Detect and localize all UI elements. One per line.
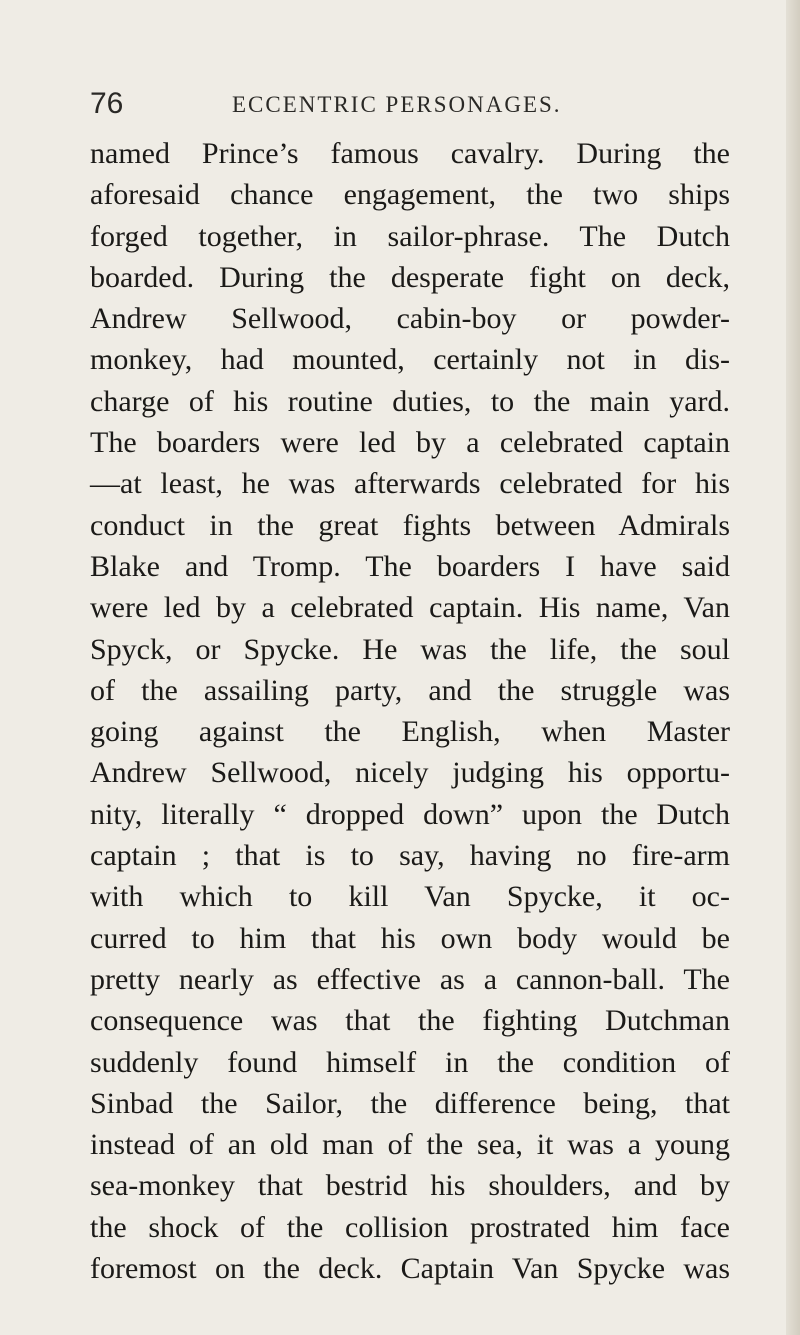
- text-line: aforesaid chance engagement, the two ships: [90, 178, 730, 212]
- text-line: curred to him that his own body would be: [90, 921, 730, 955]
- text-line: The boarders were led by a celebrated captain: [90, 426, 730, 460]
- page-edge-shadow: [786, 0, 800, 1335]
- text-line: of the assailing party, and the struggle was: [90, 673, 730, 707]
- text-line: the shock of the collision prostrated him face: [90, 1210, 730, 1244]
- text-line: Andrew Sellwood, cabin-boy or powder-: [90, 302, 730, 336]
- text-line: boarded. During the desperate fight on deck,: [90, 260, 730, 294]
- text-line: monkey, had mounted, certainly not in dis-: [90, 343, 730, 377]
- running-head: ECCENTRIC PERSONAGES.: [232, 92, 562, 117]
- text-line: Spyck, or Spycke. He was the life, the soul: [90, 632, 730, 666]
- text-line: Sinbad the Sailor, the difference being, that: [90, 1086, 730, 1120]
- text-line: forged together, in sailor-phrase. The Dutch: [90, 219, 730, 253]
- text-line: consequence was that the fighting Dutchman: [90, 1004, 730, 1038]
- text-line: foremost on the deck. Captain Van Spycke was: [90, 1252, 730, 1286]
- page-number: 76: [90, 87, 124, 120]
- text-line: sea-monkey that bestrid his shoulders, and by: [90, 1169, 730, 1203]
- text-line: with which to kill Van Spycke, it oc-: [90, 880, 730, 914]
- text-line: instead of an old man of the sea, it was a young: [90, 1128, 730, 1162]
- text-line: going against the English, when Master: [90, 715, 730, 749]
- text-line: nity, literally “ dropped down” upon the Dutch: [90, 797, 730, 831]
- text-line: captain ; that is to say, having no fire-arm: [90, 839, 730, 873]
- text-line: pretty nearly as effective as a cannon-ball. The: [90, 962, 730, 996]
- text-line: charge of his routine duties, to the main yard.: [90, 384, 730, 418]
- page-header: [90, 86, 730, 122]
- text-line: named Prince’s famous cavalry. During the: [90, 137, 730, 170]
- body-text: [90, 133, 730, 1289]
- text-line: suddenly found himself in the condition of: [90, 1045, 730, 1079]
- text-line: Blake and Tromp. The boarders I have said: [90, 549, 730, 583]
- text-line: Andrew Sellwood, nicely judging his opportu-: [90, 756, 730, 790]
- text-line: conduct in the great fights between Admirals: [90, 508, 730, 542]
- text-line: —at least, he was afterwards celebrated for his: [90, 467, 730, 501]
- text-line: were led by a celebrated captain. His name, Van: [90, 591, 730, 625]
